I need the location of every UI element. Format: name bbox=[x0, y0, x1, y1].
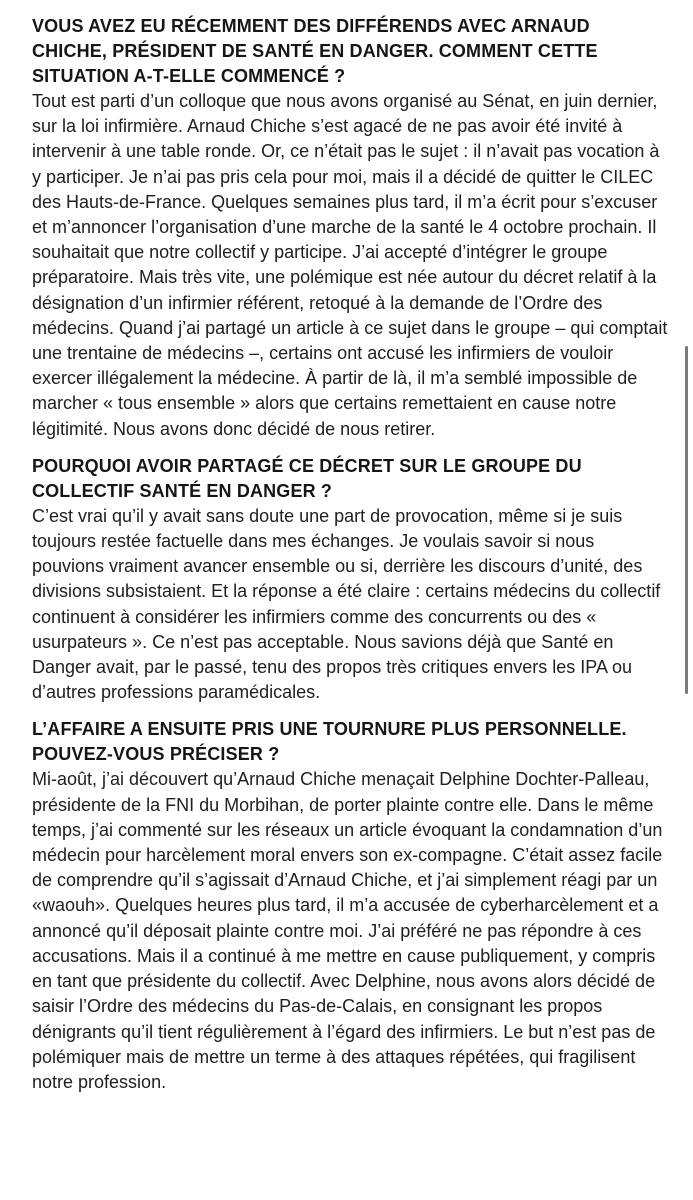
question-heading: L’AFFAIRE A ENSUITE PRIS UNE TOURNURE PLUS PERSONNELLE. POUVEZ-VOUS PRÉCISER ? bbox=[32, 719, 627, 765]
question-heading: POURQUOI AVOIR PARTAGÉ CE DÉCRET SUR LE GROUPE DU COLLECTIF SANTÉ EN DANGER ? bbox=[32, 455, 582, 501]
answer-paragraph: C’est vrai qu’il y avait sans doute une part de provocation, même si je suis toujours restée factuelle dans mes échanges. Je voulais savoir si nous pouvions vraiment avancer ensemble ou si, derrière les discours d’unité, des divisions subsistaient. Et la réponse a été claire : certains médecins du collectif continuent à considérer les infirmiers comme des concurrents ou des « usurpateurs ». Ce n’est pas acceptable. Nous savions déjà que Santé en Danger avait, par le passé, tenu des propos très critiques envers les IPA ou d’autres professions paramédicales. bbox=[32, 505, 661, 703]
interview-section-2 bbox=[32, 454, 668, 706]
interview-section-1 bbox=[32, 14, 668, 442]
interview-section-3 bbox=[32, 717, 668, 1095]
answer-paragraph: Mi-août, j’ai découvert qu’Arnaud Chiche menaçait Delphine Dochter-Palleau, présidente de la FNI du Morbihan, de porter plainte contre elle. Dans le même temps, j’ai commenté sur les réseaux un article évoquant la condamnation d’un médecin pour harcèlement moral envers son ex-compagne. C’était assez facile de comprendre qu’il s’agissait d’Arnaud Chiche, et j’ai simplement réagi par un «waouh». Quelques heures plus tard, il m’a accusée de cyberharcèlement et a annoncé qu’il déposait plainte contre moi. J’ai préféré ne pas répondre à ces accusations. Mais il a continué à me mettre en cause publiquement, y compris en tant que présidente du collectif. Avec Delphine, nous avons alors décidé de saisir l’Ordre des médecins du Pas-de-Calais, en consignant les propos dénigrants qu’il tient régulièrement à l’égard des infirmiers. Le but n’est pas de polémiquer mais de mettre un terme à des attaques répétées, qui fragilisent notre profession. bbox=[32, 769, 663, 1092]
interview-article bbox=[32, 14, 668, 1107]
question-heading: VOUS AVEZ EU RÉCEMMENT DES DIFFÉRENDS AVEC ARNAUD CHICHE, PRÉSIDENT DE SANTÉ EN DANGER. COMMENT CETTE SITUATION A-T-ELLE COMMENCÉ ? bbox=[32, 16, 598, 86]
answer-paragraph: Tout est parti d’un colloque que nous avons organisé au Sénat, en juin dernier, sur la loi infirmière. Arnaud Chiche s’est agacé de ne pas avoir été invité à intervenir à une table ronde. Or, ce n’était pas le sujet : il n’avait pas vocation à y participer. Je n’ai pas pris cela pour moi, mais il a décidé de quitter le CILEC des Hauts-de-France. Quelques semaines plus tard, il m’a écrit pour s’excuser et m’annoncer l’organisation d’une marche de la santé le 4 octobre prochain. Il souhaitait que notre collectif y participe. J’ai accepté d’intégrer le groupe préparatoire. Mais très vite, une polémique est née autour du décret relatif à la désignation d’un infirmier référent, retoqué à la demande de l’Ordre des médecins. Quand j’ai partagé un article à ce sujet dans le groupe – qui comptait une trentaine de médecins –, certains ont accusé les infirmiers de vouloir exercer illégalement la médecine. À partir de là, il m’a semblé impossible de marcher « tous ensemble » alors que certains remettaient en cause notre légitimité. Nous avons donc décidé de nous retirer. bbox=[32, 91, 668, 439]
scrollbar-thumb[interactable] bbox=[685, 346, 688, 694]
